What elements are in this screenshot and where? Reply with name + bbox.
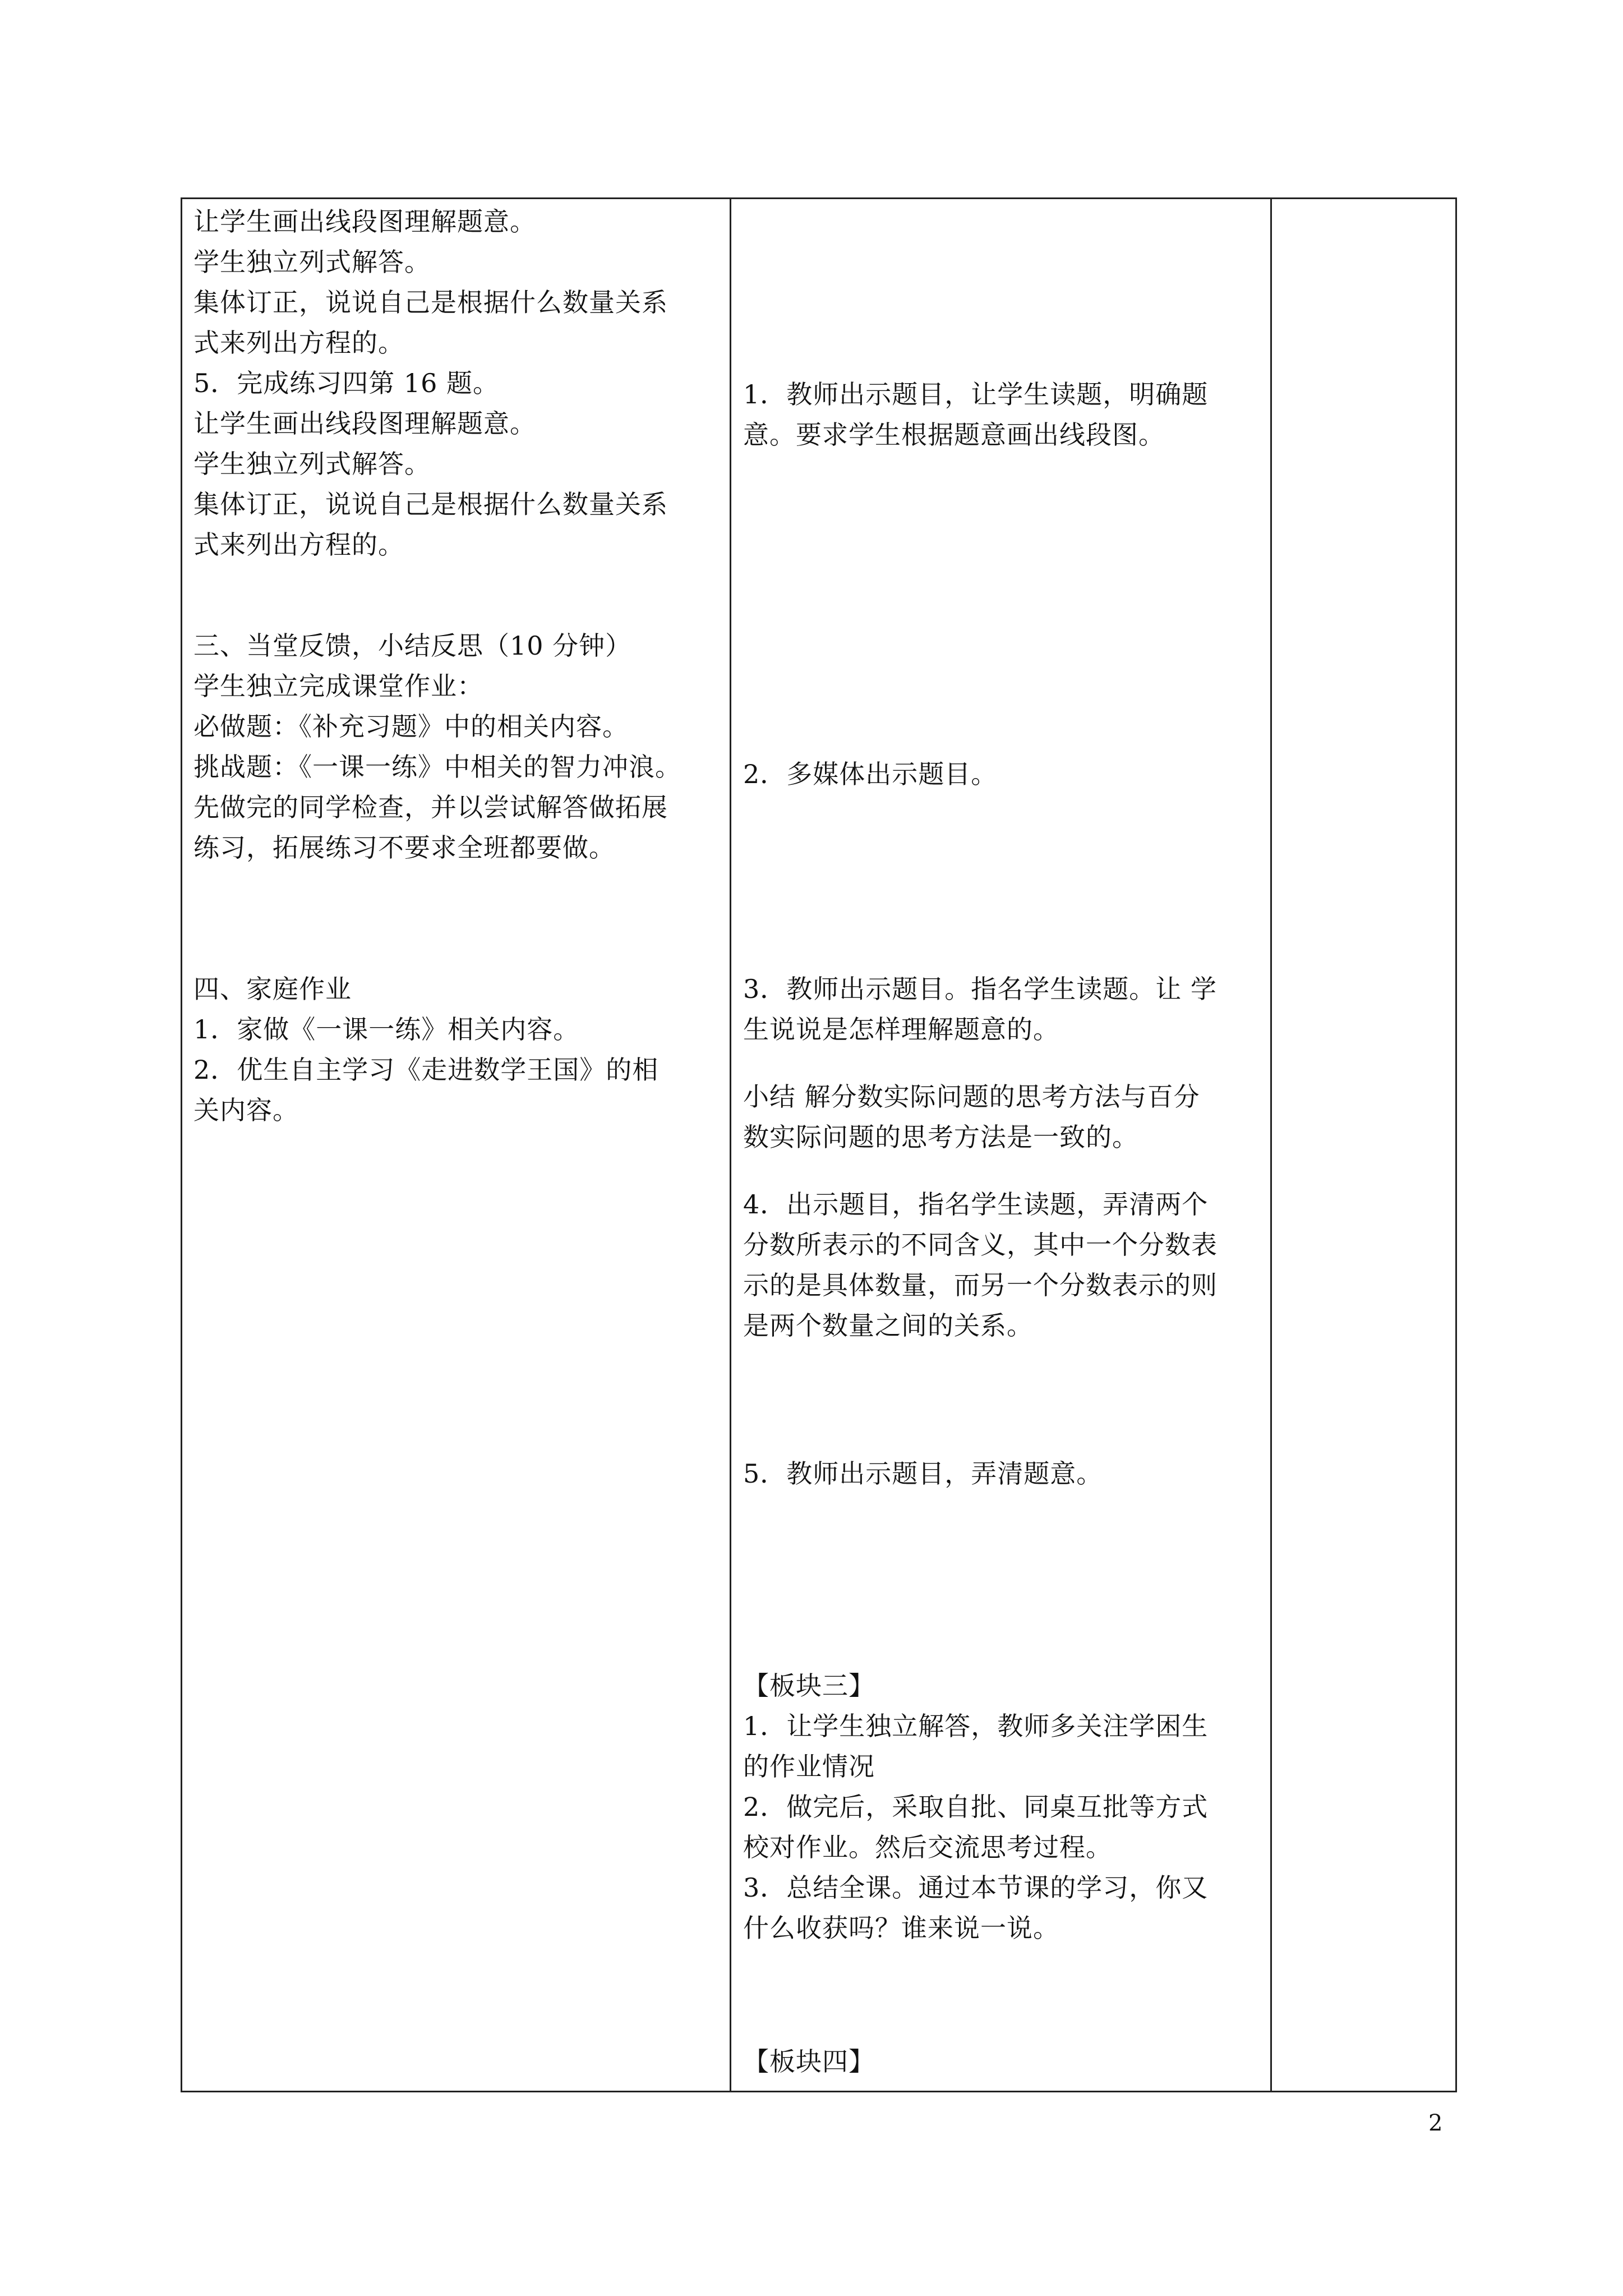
text-line: 学生独立完成课堂作业： xyxy=(193,671,483,701)
text-line: 学生独立列式解答。 xyxy=(193,247,431,277)
text-line: 什么收获吗？谁来说一说。 xyxy=(743,1913,1059,1943)
text-line: 集体订正，说说自己是根据什么数量关系 xyxy=(193,489,668,519)
text-line: 让学生画出线段图理解题意。 xyxy=(193,206,536,237)
text-line: 5．教师出示题目，弄清题意。 xyxy=(743,1458,1103,1489)
text-line: 1．家做《一课一练》相关内容。 xyxy=(193,1014,580,1045)
text-line: 学生独立列式解答。 xyxy=(193,449,431,479)
text-line: 2．优生自主学习《走进数学王国》的相 xyxy=(193,1055,659,1085)
text-line: 式来列出方程的。 xyxy=(193,328,404,358)
text-line: 1．让学生独立解答，教师多关注学困生 xyxy=(743,1711,1209,1741)
text-line: 示的是具体数量，而另一个分数表示的则 xyxy=(743,1270,1218,1300)
block-heading: 【板块四】 xyxy=(743,2046,875,2077)
text-line: 生说说是怎样理解题意的。 xyxy=(743,1014,1059,1045)
text-line: 式来列出方程的。 xyxy=(193,530,404,560)
text-line: 3．教师出示题目。指名学生读题。让 学 xyxy=(743,974,1217,1004)
text-line: 是两个数量之间的关系。 xyxy=(743,1310,1033,1341)
text-line: 练习，拓展练习不要求全班都要做。 xyxy=(193,832,615,863)
column-divider xyxy=(1270,199,1272,2091)
summary-line: 小结 解分数实际问题的思考方法与百分 xyxy=(743,1082,1200,1112)
text-line: 分数所表示的不同含义，其中一个分数表 xyxy=(743,1230,1218,1260)
text-line: 必做题：《补充习题》中的相关内容。 xyxy=(193,711,629,742)
column-divider xyxy=(730,199,731,2091)
text-line: 的作业情况 xyxy=(743,1751,875,1782)
text-line: 5．完成练习四第 16 题。 xyxy=(193,368,500,398)
text-line: 关内容。 xyxy=(193,1095,299,1125)
text-line: 让学生画出线段图理解题意。 xyxy=(193,408,536,439)
block-heading: 【板块三】 xyxy=(743,1671,875,1701)
text-line: 数实际问题的思考方法是一致的。 xyxy=(743,1122,1138,1152)
text-line: 4．出示题目，指名学生读题，弄清两个 xyxy=(743,1189,1209,1220)
section-heading: 四、家庭作业 xyxy=(193,974,352,1004)
text-line: 挑战题：《一课一练》中相关的智力冲浪。 xyxy=(193,752,681,782)
section-heading: 三、当堂反馈，小结反思（10 分钟） xyxy=(193,631,632,661)
text-line: 1．教师出示题目，让学生读题，明确题 xyxy=(743,379,1209,409)
text-line: 3．总结全课。通过本节课的学习，你又 xyxy=(743,1872,1209,1903)
lesson-plan-table xyxy=(181,197,1457,2092)
text-line: 2．做完后，采取自批、同桌互批等方式 xyxy=(743,1792,1209,1822)
text-line: 集体订正，说说自己是根据什么数量关系 xyxy=(193,287,668,318)
page-number: 2 xyxy=(1428,2110,1443,2136)
text-line: 先做完的同学检查，并以尝试解答做拓展 xyxy=(193,792,668,822)
text-line: 意。要求学生根据题意画出线段图。 xyxy=(743,420,1165,450)
text-line: 校对作业。然后交流思考过程。 xyxy=(743,1832,1112,1862)
text-line: 2．多媒体出示题目。 xyxy=(743,759,998,789)
